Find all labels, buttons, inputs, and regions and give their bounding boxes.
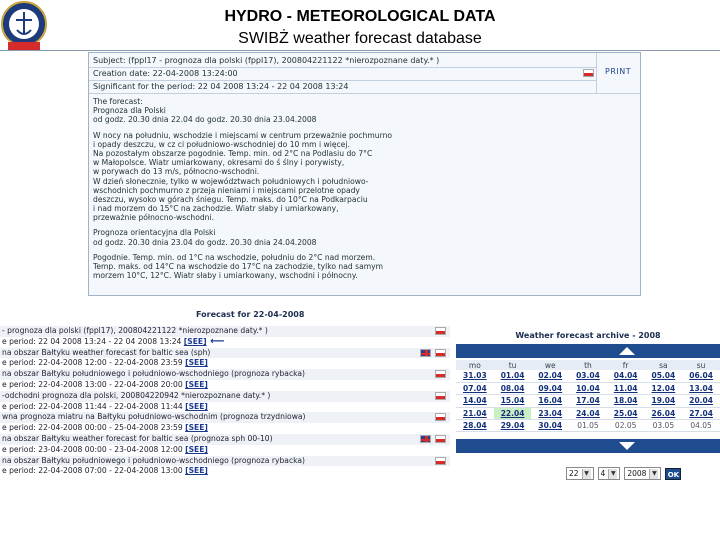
polish-flag-icon[interactable]: [435, 327, 446, 335]
forecast-list-row: [0, 445, 450, 456]
language-flags: [431, 413, 446, 423]
calendar-day-link[interactable]: 18.04: [607, 395, 645, 407]
calendar-week: [456, 395, 720, 407]
archive-title: Weather forecast archive - 2008: [515, 331, 661, 340]
calendar-day: 02.05: [607, 420, 645, 432]
english-flag-icon[interactable]: [420, 349, 431, 357]
forecast-subject: Subject: (fppl17 - prognoza dla polski (fppl17), 200804221122 *nierozpoznane daty.* ): [93, 56, 440, 65]
forecast-row-text: e period: 22-04-2008 00:00 - 25-04-2008 23:59: [2, 423, 186, 433]
calendar-day-link[interactable]: 04.04: [607, 370, 645, 382]
polish-flag-icon[interactable]: [435, 435, 446, 443]
forecast-line: W nocy na południu, wschodzie i miejscami w centrum przeważnie pochmurno: [93, 130, 393, 140]
forecast-list-row: [0, 369, 450, 380]
arrow-left-icon: ⟵: [206, 336, 225, 347]
calendar-day-link[interactable]: 09.04: [531, 382, 569, 394]
page-title: HYDRO - METEOROLOGICAL DATA: [224, 8, 496, 25]
forecast-list-panel: [0, 310, 450, 540]
ok-button[interactable]: OK: [665, 468, 681, 480]
calendar-day-link[interactable]: 01.04: [494, 370, 532, 382]
calendar-day-link[interactable]: 26.04: [645, 407, 683, 419]
polish-flag-icon[interactable]: [583, 69, 594, 77]
weekday-header: we: [531, 360, 569, 370]
forecast-list-row: [0, 402, 450, 413]
chevron-down-icon: ▼: [608, 469, 617, 479]
calendar-day-link[interactable]: 17.04: [569, 395, 607, 407]
see-forecast-link[interactable]: [SEE]: [185, 358, 208, 368]
see-forecast-link[interactable]: [SEE]: [185, 466, 208, 476]
calendar-day-link[interactable]: 24.04: [569, 407, 607, 419]
see-forecast-link[interactable]: [SEE]: [185, 379, 208, 389]
weekday-header: su: [682, 360, 720, 370]
forecast-line: Prognoza dla Polski: [93, 106, 166, 116]
archive-calendar: [456, 360, 720, 432]
calendar-day-link[interactable]: 16.04: [531, 395, 569, 407]
forecast-line: The forecast:: [93, 97, 143, 106]
calendar-week: [456, 420, 720, 432]
day-value: 22: [569, 469, 579, 478]
forecast-line: od godz. 20.30 dnia 22.04 do godz. 20.30 dnia 23.04.2008: [93, 115, 317, 125]
forecast-row-text: na obszar Bałtyku weather forecast for baltic sea (prognoza sph 00-10): [2, 433, 273, 443]
language-flags: [431, 457, 446, 467]
calendar-day-link[interactable]: 27.04: [682, 407, 720, 419]
language-flags: [416, 349, 446, 359]
forecast-row-text: e period: 22-04-2008 11:44 - 22-04-2008 11:44: [2, 401, 186, 411]
previous-month-button[interactable]: [456, 344, 720, 358]
forecast-line: i opady deszczu, w cz ci południowo-wschodniej do 10 mm i więcej.: [93, 139, 350, 149]
creation-date: Creation date: 22-04-2008 13:24:00: [93, 69, 238, 78]
forecast-line: Prognoza orientacyjna dla Polski: [93, 228, 216, 238]
forecast-list-row: [0, 326, 450, 337]
year-select[interactable]: [624, 467, 661, 480]
weekday-header: mo: [456, 360, 494, 370]
forecast-list-row: [0, 391, 450, 402]
calendar-day: 01.05: [569, 420, 607, 432]
forecast-row-text: na obszar Bałtyku południowego i południowo-wschodniego (prognoza rybacka): [2, 455, 305, 465]
forecast-list-row: [0, 434, 450, 445]
weekday-header: tu: [494, 360, 532, 370]
forecast-line: od godz. 20.30 dnia 23.04 do godz. 20.30 dnia 24.04.2008: [93, 237, 317, 247]
divider: [89, 93, 640, 94]
forecast-list-row: [0, 358, 450, 369]
calendar-day-link[interactable]: 28.04: [456, 420, 494, 432]
see-forecast-link[interactable]: [SEE]: [185, 444, 208, 454]
calendar-week: [456, 407, 720, 419]
forecast-list-row: [0, 423, 450, 434]
calendar-day-link[interactable]: 11.04: [607, 382, 645, 394]
arrow-down-icon: [619, 442, 635, 450]
forecast-list-row: [0, 380, 450, 391]
calendar-day-link[interactable]: 02.04: [531, 370, 569, 382]
chevron-down-icon: ▼: [649, 469, 658, 479]
forecast-row-text: e period: 22-04-2008 07:00 - 22-04-2008 13:00: [2, 466, 186, 476]
language-flags: [431, 392, 446, 402]
forecast-list-row: [0, 466, 450, 477]
archive-panel: [456, 328, 720, 540]
calendar-week: [456, 382, 720, 394]
see-forecast-link[interactable]: [SEE]: [185, 401, 208, 411]
forecast-list-row: [0, 337, 450, 348]
forecast-line: W dzień słonecznie, tylko w województwach południowych i południowo-: [93, 176, 369, 186]
forecast-row-text: - prognoza dla polski (fppl17), 200804221122 *nierozpoznane daty.* ): [2, 326, 268, 335]
forecast-list-title: Forecast for 22-04-2008: [196, 310, 305, 319]
forecast-line: morzem 10°C, 12°C. Wiatr słaby i umiarkowany, wschodni i północny.: [93, 271, 358, 281]
polish-flag-icon[interactable]: [435, 370, 446, 378]
date-selector: [566, 467, 681, 480]
calendar-day-link[interactable]: 21.04: [456, 407, 494, 419]
forecast-row-text: na obszar Bałtyku południowego i południowo-wschodniego (prognoza rybacka): [2, 369, 305, 379]
forecast-list-row: [0, 348, 450, 359]
significant-period: Significant for the period: 22 04 2008 13:24 - 22 04 2008 13:24: [93, 82, 349, 91]
language-flags: [431, 370, 446, 380]
calendar-day-link[interactable]: 07.04: [456, 382, 494, 394]
forecast-line: Pogodnie. Temp. min. od 1°C na wschodzie, południu do 2°C nad morzem.: [93, 252, 376, 262]
forecast-row-text: e period: 22-04-2008 12:00 - 22-04-2008 23:59: [2, 358, 186, 368]
forecast-detail-panel: [88, 52, 641, 296]
calendar-day-link[interactable]: 06.04: [682, 370, 720, 382]
polish-flag-icon[interactable]: [435, 392, 446, 400]
forecast-list-row: [0, 412, 450, 423]
calendar-day-link[interactable]: 15.04: [494, 395, 532, 407]
weekday-header: th: [569, 360, 607, 370]
calendar-day-link[interactable]: 13.04: [682, 382, 720, 394]
forecast-row-text: -odchodni prognoza dla polski, 200804220942 *nierozpoznane daty.* ): [2, 390, 271, 400]
calendar-day-link[interactable]: 19.04: [645, 395, 683, 407]
forecast-row-text: e period: 23-04-2008 00:00 - 23-04-2008 12:00: [2, 444, 186, 454]
forecast-list-row: [0, 456, 450, 467]
weekday-header: fr: [607, 360, 645, 370]
chevron-down-icon: ▼: [582, 469, 591, 479]
forecast-line: deszczu, wysoko w górach śniegu. Temp. maks. do 10°C na Podkarpaciu: [93, 194, 368, 204]
polish-flag-icon[interactable]: [435, 349, 446, 357]
calendar-day-link[interactable]: 14.04: [456, 395, 494, 407]
calendar-day-link[interactable]: 31.03: [456, 370, 494, 382]
header-divider: [0, 50, 720, 51]
calendar-day-link[interactable]: 25.04: [607, 407, 645, 419]
forecast-line: w porywach do 13 m/s, północno-wschodni.: [93, 167, 260, 177]
forecast-line: Na pozostałym obszarze pogodnie. Temp. min. od 2°C na Podlasiu do 7°C: [93, 148, 373, 158]
calendar-day-link[interactable]: 29.04: [494, 420, 532, 432]
forecast-text: [93, 97, 623, 280]
forecast-row-text: e period: 22 04 2008 13:24 - 22 04 2008 13:24: [2, 336, 184, 346]
next-month-button[interactable]: [456, 439, 720, 453]
language-flags: [416, 435, 446, 445]
calendar-day-link[interactable]: 30.04: [531, 420, 569, 432]
calendar-day-link[interactable]: 22.04: [494, 407, 532, 419]
forecast-row-text: e period: 22-04-2008 13:00 - 22-04-2008 20:00: [2, 379, 186, 389]
divider: [89, 80, 596, 81]
language-flags: [431, 327, 446, 337]
see-forecast-link[interactable]: [SEE]: [183, 336, 207, 346]
calendar-day: 03.05: [645, 420, 683, 432]
forecast-row-text: na obszar Bałtyku weather forecast for baltic sea (sph): [2, 347, 211, 357]
calendar-day-link[interactable]: 05.04: [645, 370, 683, 382]
page-subtitle: SWIBŻ weather forecast database: [238, 30, 482, 47]
forecast-line: Temp. maks. od 14°C na wschodzie do 17°C na zachodzie, tylko nad samym: [93, 262, 384, 271]
divider: [596, 53, 597, 93]
forecast-line: przeważnie północno-wschodni.: [93, 213, 215, 223]
calendar-day: 04.05: [682, 420, 720, 432]
year-value: 2008: [627, 469, 647, 478]
month-value: 4: [600, 469, 606, 478]
calendar-day-link[interactable]: 20.04: [682, 395, 720, 407]
day-select[interactable]: [566, 467, 594, 480]
calendar-day-link[interactable]: 12.04: [645, 382, 683, 394]
forecast-list: [0, 326, 450, 477]
divider: [89, 67, 596, 68]
polish-flag-icon[interactable]: [435, 457, 446, 465]
month-select[interactable]: [598, 467, 621, 480]
forecast-line: w Małopolsce. Wiatr umiarkowany, okresami do ś ślny i porywisty,: [93, 158, 345, 168]
english-flag-icon[interactable]: [420, 435, 431, 443]
forecast-line: i nad morzem do 15°C na zachodzie. Wiatr słaby i umiarkowany,: [93, 204, 339, 214]
weekday-header: sa: [645, 360, 683, 370]
print-button[interactable]: PRINT: [605, 67, 632, 76]
forecast-row-text: wna prognoza miatru na Bałtyku południowo-wschodnim (prognoza trzydniowa): [2, 412, 306, 422]
calendar-day-link[interactable]: 03.04: [569, 370, 607, 382]
polish-flag-icon[interactable]: [435, 413, 446, 421]
forecast-line: wschodnich pochmurno z przeja nieniami i miejscami przelotne opady: [93, 185, 360, 195]
see-forecast-link[interactable]: [SEE]: [185, 423, 208, 433]
arrow-up-icon: [619, 347, 635, 355]
calendar-day-link[interactable]: 08.04: [494, 382, 532, 394]
calendar-day-link[interactable]: 10.04: [569, 382, 607, 394]
calendar-week: [456, 370, 720, 382]
calendar-day-link[interactable]: 23.04: [531, 407, 569, 419]
